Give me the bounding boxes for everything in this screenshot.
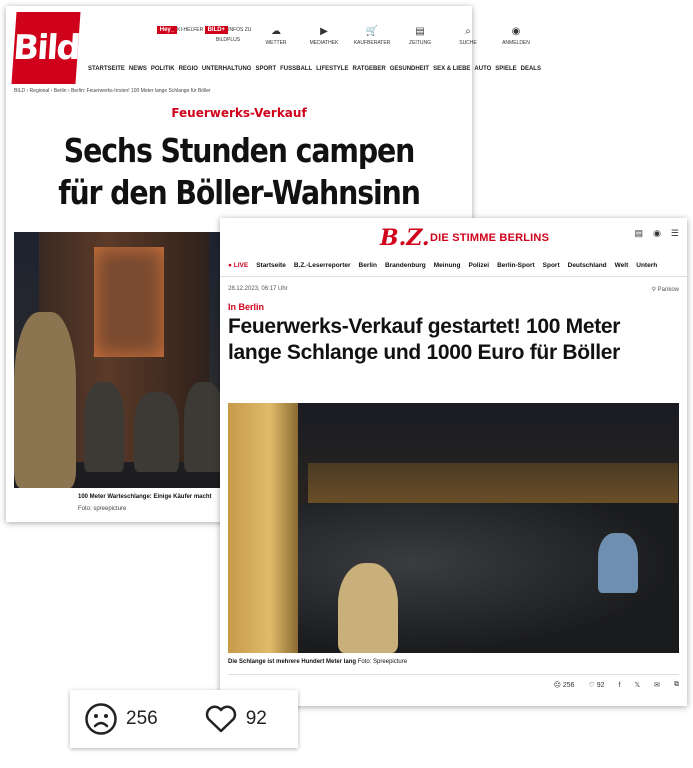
nav-item[interactable]: SPORT	[255, 66, 277, 72]
article-date: 28.12.2023, 06:17 Uhr	[228, 286, 288, 292]
nav-item[interactable]: SPIELE	[495, 66, 517, 72]
user-icon[interactable]: ◉	[653, 228, 661, 238]
cart-icon: 🛒	[365, 26, 379, 37]
nav-item[interactable]: POLITIK	[150, 66, 175, 72]
person-figure	[598, 533, 638, 593]
nav-item[interactable]: LIFESTYLE	[316, 66, 349, 72]
divider	[220, 276, 687, 277]
nav-item[interactable]: UNTERHALTUNG	[201, 66, 252, 72]
nav-item[interactable]: Deutschland	[567, 262, 607, 269]
bz-nav	[228, 262, 657, 269]
nav-item[interactable]: Unterh	[636, 262, 658, 269]
photo-caption: 100 Meter Warteschlange: Einige Käufer macht	[78, 494, 212, 500]
nav-item[interactable]: SEX & LIEBE	[433, 66, 471, 72]
mail-icon[interactable]: ✉	[654, 682, 660, 689]
lit-wall	[228, 403, 298, 653]
nav-item[interactable]: Welt	[614, 262, 629, 269]
bz-tagline: DIE STIMME BERLINS	[430, 232, 550, 244]
nav-item[interactable]: DEALS	[520, 66, 541, 72]
person-figure	[14, 312, 76, 488]
bz-header-icons	[635, 228, 679, 239]
article-kicker: Feuerwerks-Verkauf	[171, 106, 307, 120]
person-figure	[338, 563, 398, 653]
ki-helfer-button[interactable]: Hey_ KI-HELFER	[156, 26, 204, 46]
nav-item[interactable]: AUTO	[474, 66, 492, 72]
search-button[interactable]: ⌕ SUCHE	[444, 26, 492, 46]
login-button[interactable]: ◉ ANMELDEN	[492, 26, 540, 46]
newspaper-icon[interactable]: ▤	[634, 228, 644, 238]
article-headline: Sechs Stunden campen für den Böller-Wahnsinn	[58, 131, 420, 212]
heart-count: 92	[245, 708, 267, 729]
nav-item[interactable]: GESUNDHEIT	[389, 66, 430, 72]
nav-item[interactable]: RATGEBER	[352, 66, 386, 72]
nav-item[interactable]: REGIO	[178, 66, 198, 72]
bildplus-button[interactable]: BILD+ INFOS ZU BILDPLUS	[204, 26, 252, 46]
copy-link-icon[interactable]: ⧉	[674, 681, 679, 688]
nav-item[interactable]: Brandenburg	[384, 262, 426, 269]
share-bar	[228, 674, 679, 689]
bild-top-icons	[156, 26, 540, 46]
photo-caption: Die Schlange ist mehrere Hundert Meter lang Foto: Spreepicture	[228, 659, 408, 665]
person-figure	[184, 382, 224, 472]
street-lights	[308, 463, 678, 503]
twitter-icon[interactable]: 𝕏	[634, 682, 641, 689]
bild-nav	[88, 66, 541, 72]
reaction-bar	[70, 690, 298, 748]
nav-item[interactable]: FUSSBALL	[280, 66, 313, 72]
heart-reaction-button[interactable]: ♡ 92	[588, 682, 605, 689]
heart-icon[interactable]	[204, 704, 238, 734]
person-figure	[134, 392, 179, 472]
user-icon: ◉	[511, 26, 521, 37]
pin-icon: ⚲	[651, 287, 656, 293]
zeitung-button[interactable]: ▤ ZEITUNG	[396, 26, 444, 46]
sad-count: 256	[126, 708, 158, 729]
menu-icon[interactable]: ☰	[670, 228, 679, 238]
facebook-icon[interactable]: f	[618, 681, 621, 689]
sad-face-icon[interactable]	[84, 702, 118, 736]
nav-item[interactable]: Berlin-Sport	[497, 262, 535, 269]
nav-item[interactable]: Startseite	[256, 262, 286, 269]
bild-logo[interactable]: Bild	[11, 12, 80, 84]
photo-credit: Foto: spreepicture	[78, 506, 127, 512]
bz-logo[interactable]: B.Z.	[380, 225, 430, 251]
kaufberater-button[interactable]: 🛒 KAUFBERATER	[348, 26, 396, 46]
article-photo	[228, 403, 679, 653]
nav-item[interactable]: Meinung	[433, 262, 461, 269]
bz-article-screenshot	[220, 218, 687, 706]
nav-item[interactable]: B.Z.-Leserreporter	[293, 262, 351, 269]
newspaper-icon: ▤	[415, 26, 425, 37]
nav-item[interactable]: Polizei	[468, 262, 490, 269]
article-kicker: In Berlin	[228, 302, 265, 312]
live-tab[interactable]: ● LIVE	[228, 262, 249, 269]
article-headline: Feuerwerks-Verkauf gestartet! 100 Meter lange Schlange und 1000 Euro für Böller	[228, 315, 621, 364]
nav-item[interactable]: NEWS	[128, 66, 147, 72]
weather-button[interactable]: ☁ WETTER	[252, 26, 300, 46]
mediathek-button[interactable]: ▶ MEDIATHEK	[300, 26, 348, 46]
search-icon: ⌕	[465, 26, 471, 37]
nav-item[interactable]: Sport	[542, 262, 560, 269]
breadcrumb[interactable]: BILD › Regional › Berlin › Berlin: Feuerwerks-Irrsinn! 100 Meter lange Schlange für Böller	[14, 88, 211, 94]
article-location: ⚲ Pankow	[651, 287, 679, 293]
play-icon: ▶	[320, 26, 328, 37]
nav-item[interactable]: Berlin	[358, 262, 377, 269]
sad-reaction-button[interactable]: ☹ 256	[553, 682, 575, 689]
person-figure	[84, 382, 124, 472]
cloud-icon: ☁	[271, 26, 281, 37]
nav-item[interactable]: STARTSEITE	[88, 66, 125, 72]
